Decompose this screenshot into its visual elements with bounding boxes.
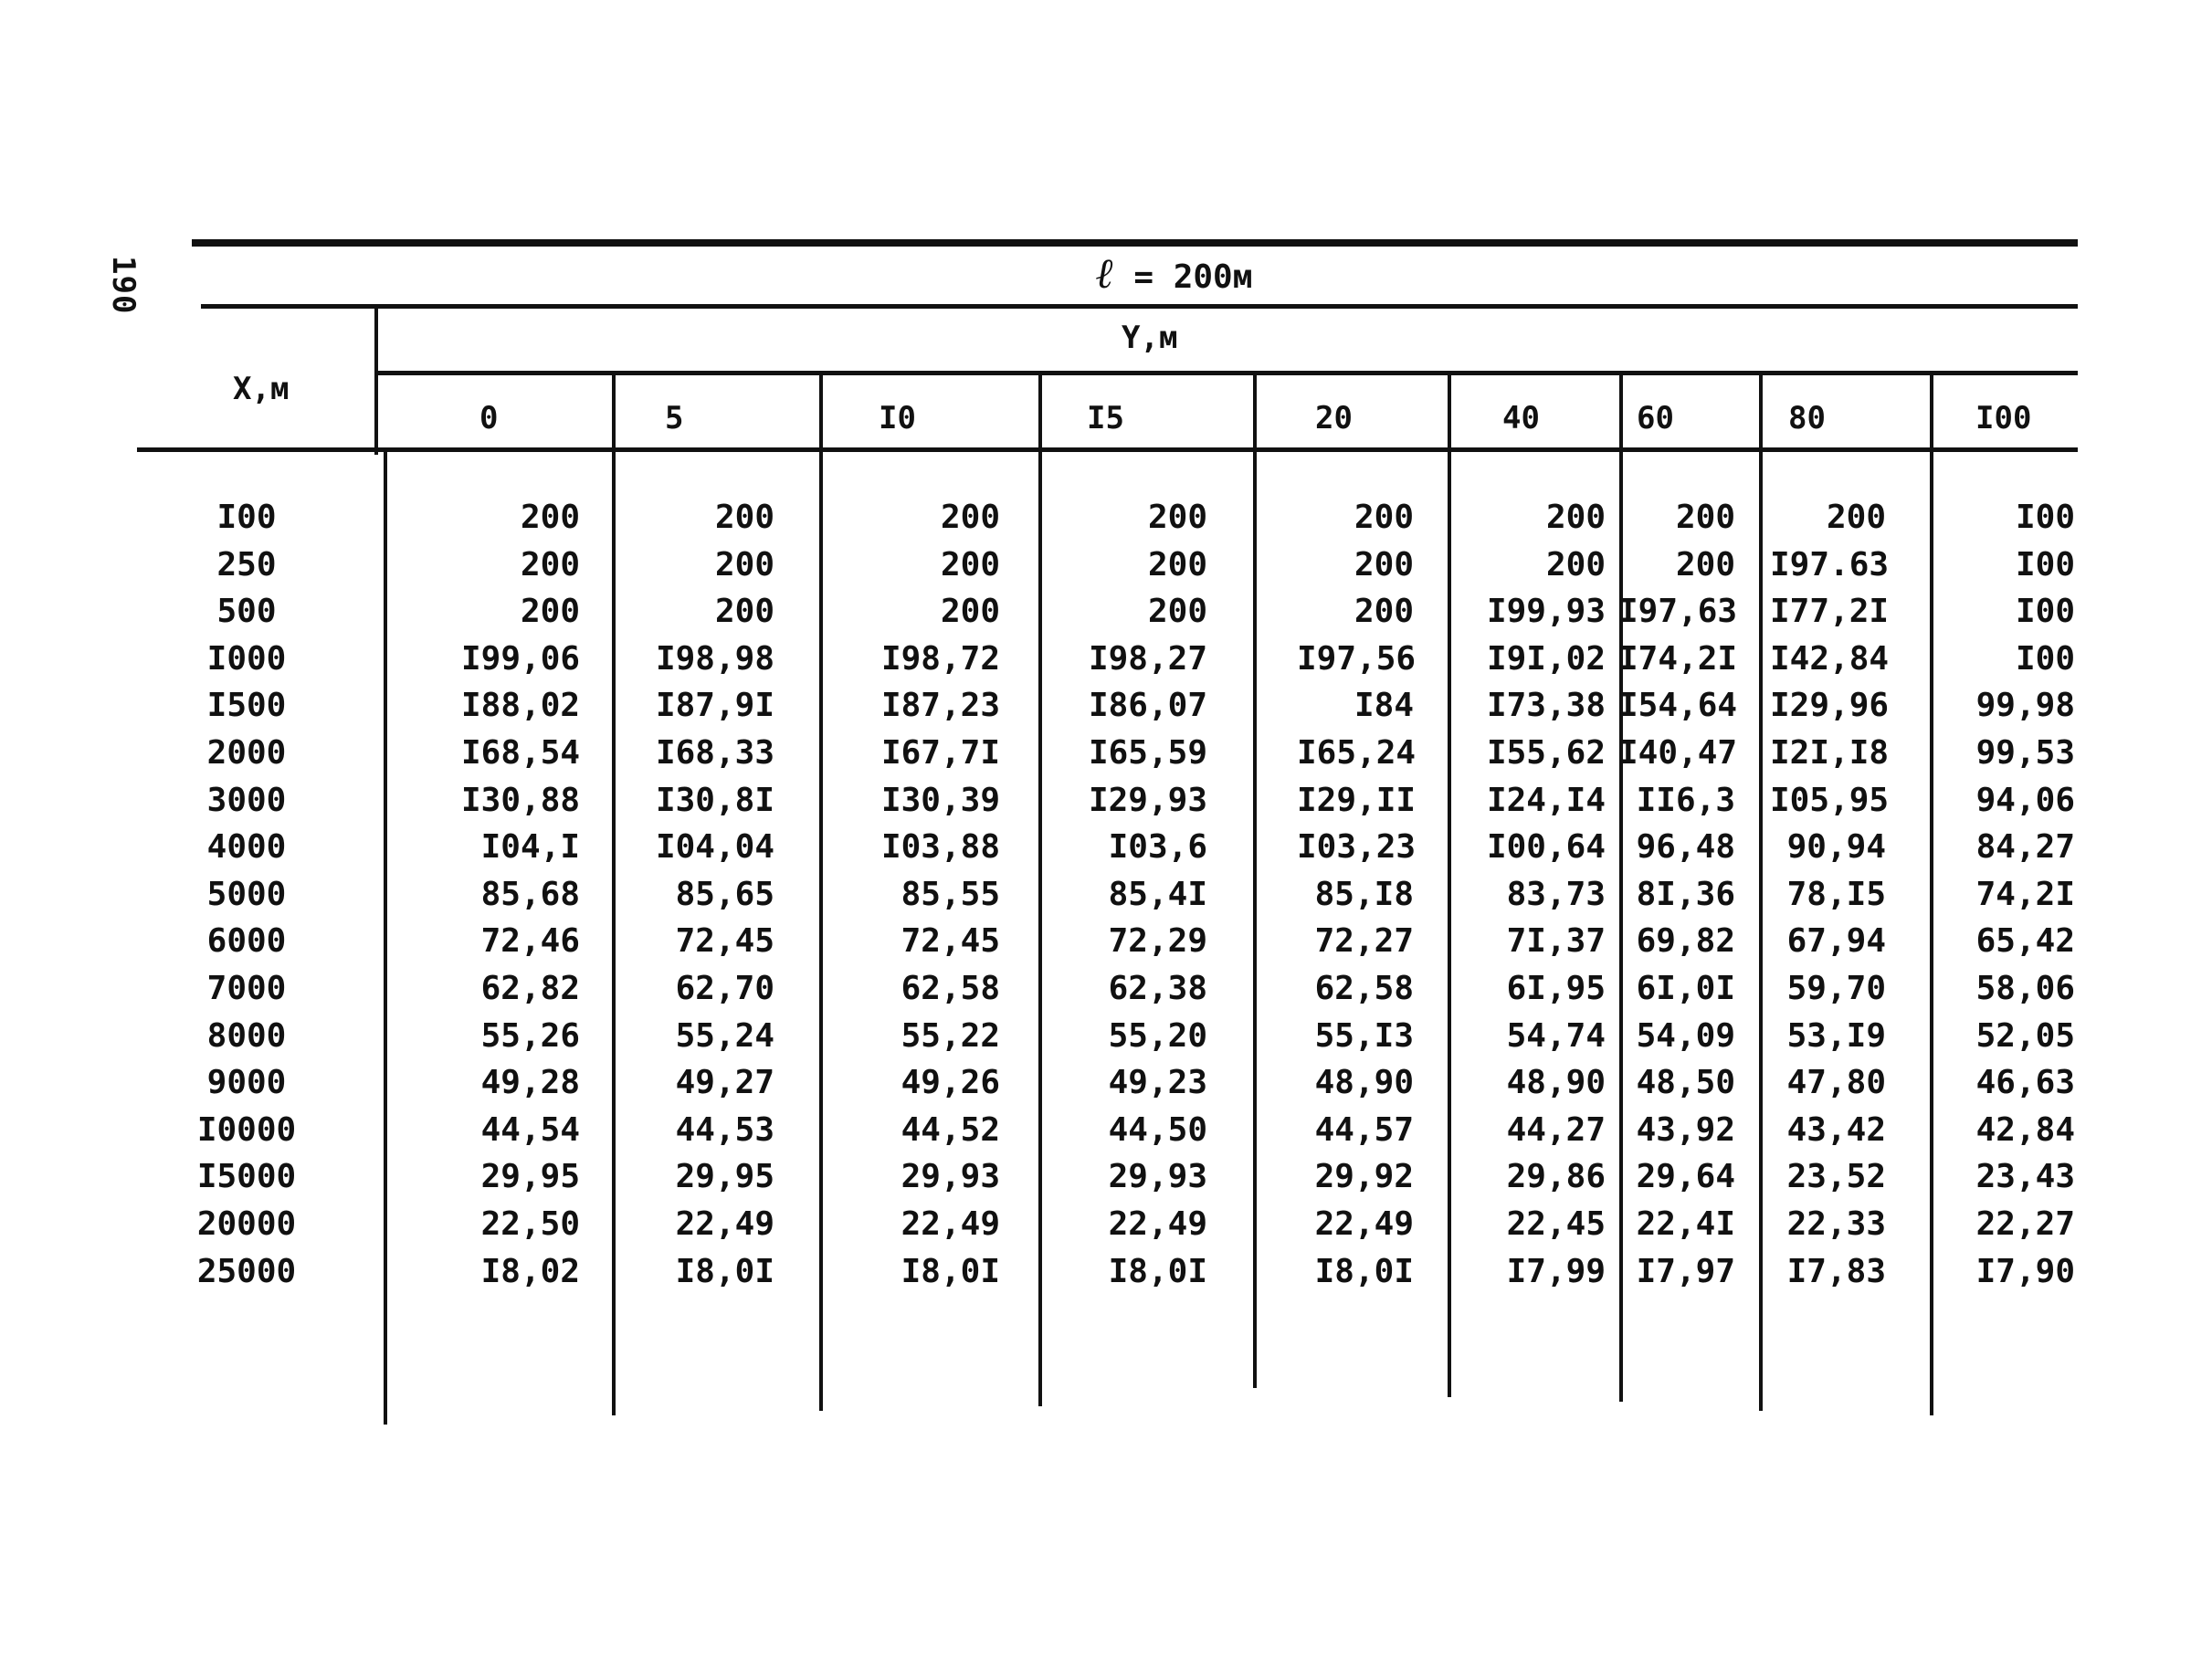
table-cell: 62,58 <box>1314 970 1414 1007</box>
table-cell: I86,07 <box>1088 687 1207 724</box>
table-cell: 49,23 <box>1108 1064 1207 1101</box>
table-cell: II6,3 <box>1636 782 1735 819</box>
column-rule <box>819 374 823 1411</box>
row-label: 8000 <box>206 1017 287 1055</box>
x-header: X,м <box>233 371 290 407</box>
table-cell: 29,93 <box>901 1158 1000 1195</box>
table-cell: 72,29 <box>1108 922 1207 960</box>
table-cell: 200 <box>1826 499 1886 536</box>
table-cell: 44,50 <box>1108 1111 1207 1149</box>
table-cell: I29,II <box>1297 782 1417 819</box>
table-cell: 55,24 <box>675 1017 774 1055</box>
table-cell: 96,48 <box>1636 828 1735 866</box>
table-cell: I97.63 <box>1770 546 1890 584</box>
table-cell: I00 <box>2015 593 2075 630</box>
column-rule <box>1759 374 1763 1411</box>
column-rule <box>1038 374 1042 1406</box>
table-cell: 85,I8 <box>1314 876 1414 913</box>
title-value: = 200м <box>1133 258 1253 296</box>
table-cell: 22,49 <box>1314 1205 1414 1243</box>
table-cell: 23,52 <box>1786 1158 1886 1195</box>
row-label: I0000 <box>196 1111 297 1149</box>
row-label: 500 <box>216 593 277 630</box>
table-cell: I7,90 <box>1975 1253 2075 1290</box>
table-cell: I29,96 <box>1770 687 1890 724</box>
column-header: 0 <box>479 400 499 436</box>
table-cell: 99,98 <box>1975 687 2075 724</box>
column-rule <box>384 447 387 1425</box>
table-cell: I87,9I <box>655 687 774 724</box>
row-label: I000 <box>206 640 287 678</box>
table-cell: I98,27 <box>1088 640 1207 678</box>
table-cell: 22,27 <box>1975 1205 2075 1243</box>
table-cell: 200 <box>1147 499 1207 536</box>
table-cell: 42,84 <box>1975 1111 2075 1149</box>
table-cell: I8,02 <box>480 1253 580 1290</box>
table-cell: I88,02 <box>461 687 581 724</box>
table-cell: 200 <box>1545 499 1606 536</box>
table-cell: 6I,0I <box>1636 970 1735 1007</box>
table-cell: 8I,36 <box>1636 876 1735 913</box>
y-header: Y,м <box>1122 320 1178 356</box>
table-cell: I7,83 <box>1786 1253 1886 1290</box>
table-cell: I24,I4 <box>1486 782 1606 819</box>
table-cell: I68,33 <box>655 734 774 772</box>
page-number: 190 <box>105 256 142 315</box>
row-label: I5000 <box>196 1158 297 1195</box>
table-cell: I67,7I <box>880 734 1000 772</box>
table-cell: 54,74 <box>1506 1017 1606 1055</box>
table-cell: I8,0I <box>1314 1253 1414 1290</box>
table-cell: 29,93 <box>1108 1158 1207 1195</box>
table-cell: I00 <box>2015 546 2075 584</box>
table-cell: 55,26 <box>480 1017 580 1055</box>
table-cell: 200 <box>1354 546 1414 584</box>
table-cell: 200 <box>520 499 580 536</box>
column-header: I00 <box>1975 400 2032 436</box>
table-cell: I30,8I <box>655 782 774 819</box>
table-cell: 62,58 <box>901 970 1000 1007</box>
table-cell: 200 <box>940 593 1000 630</box>
table-cell: 47,80 <box>1786 1064 1886 1101</box>
table-cell: 48,90 <box>1314 1064 1414 1101</box>
table-cell: 200 <box>714 546 774 584</box>
table-cell: 22,49 <box>901 1205 1000 1243</box>
row-label: 5000 <box>206 876 287 913</box>
table-cell: 62,38 <box>1108 970 1207 1007</box>
table-cell: 200 <box>520 593 580 630</box>
column-rule <box>1448 374 1451 1397</box>
table-cell: I2I,I8 <box>1770 734 1890 772</box>
row-label: 2000 <box>206 734 287 772</box>
table-cell: 55,20 <box>1108 1017 1207 1055</box>
column-header: 60 <box>1637 400 1674 436</box>
row-label: 25000 <box>196 1253 297 1290</box>
table-cell: 55,22 <box>901 1017 1000 1055</box>
column-header: 40 <box>1502 400 1540 436</box>
table-cell: I73,38 <box>1486 687 1606 724</box>
table-cell: I87,23 <box>880 687 1000 724</box>
column-rule <box>1253 374 1257 1388</box>
table-cell: I65,59 <box>1088 734 1207 772</box>
table-cell: 72,45 <box>901 922 1000 960</box>
table-cell: I84 <box>1354 687 1414 724</box>
table-cell: 49,27 <box>675 1064 774 1101</box>
table-cell: 44,57 <box>1314 1111 1414 1149</box>
table-cell: 29,95 <box>480 1158 580 1195</box>
table-cell: 23,43 <box>1975 1158 2075 1195</box>
table-cell: 22,49 <box>1108 1205 1207 1243</box>
table-cell: I8,0I <box>901 1253 1000 1290</box>
table-cell: I99,06 <box>461 640 581 678</box>
row-label: 20000 <box>196 1205 297 1243</box>
row-label: 7000 <box>206 970 287 1007</box>
y-header-rule <box>376 371 2078 375</box>
title-rule <box>201 304 2078 309</box>
table-cell: 29,86 <box>1506 1158 1606 1195</box>
table-cell: I55,62 <box>1486 734 1606 772</box>
table-cell: I9I,02 <box>1486 640 1606 678</box>
table-cell: 69,82 <box>1636 922 1735 960</box>
table-cell: I00 <box>2015 640 2075 678</box>
table-cell: 49,28 <box>480 1064 580 1101</box>
row-label: I500 <box>206 687 287 724</box>
table-cell: I40,47 <box>1618 734 1738 772</box>
table-cell: 22,4I <box>1636 1205 1735 1243</box>
table-cell: 90,94 <box>1786 828 1886 866</box>
table-cell: 22,45 <box>1506 1205 1606 1243</box>
table-cell: I99,93 <box>1486 593 1606 630</box>
column-header: 20 <box>1315 400 1353 436</box>
table-cell: 74,2I <box>1975 876 2075 913</box>
table-cell: 84,27 <box>1975 828 2075 866</box>
table-cell: 22,50 <box>480 1205 580 1243</box>
table-cell: I97,56 <box>1297 640 1417 678</box>
table-cell: 200 <box>1147 546 1207 584</box>
table-cell: 65,42 <box>1975 922 2075 960</box>
table-cell: I03,23 <box>1297 828 1417 866</box>
table-cell: I98,98 <box>655 640 774 678</box>
header-bottom-rule <box>137 447 2078 452</box>
table-cell: I04,04 <box>655 828 774 866</box>
table-cell: I8,0I <box>675 1253 774 1290</box>
table-cell: 44,27 <box>1506 1111 1606 1149</box>
table-cell: 200 <box>1545 546 1606 584</box>
table-cell: 72,45 <box>675 922 774 960</box>
table-cell: 200 <box>1675 546 1735 584</box>
row-label: 9000 <box>206 1064 287 1101</box>
table-cell: 29,95 <box>675 1158 774 1195</box>
table-cell: 62,82 <box>480 970 580 1007</box>
table-cell: 48,90 <box>1506 1064 1606 1101</box>
column-header: 5 <box>665 400 684 436</box>
table-cell: 200 <box>940 499 1000 536</box>
table-cell: 54,09 <box>1636 1017 1735 1055</box>
table-cell: I97,63 <box>1618 593 1738 630</box>
table-cell: 67,94 <box>1786 922 1886 960</box>
table-cell: I98,72 <box>880 640 1000 678</box>
column-header: I5 <box>1087 400 1124 436</box>
table-cell: 52,05 <box>1975 1017 2075 1055</box>
table-cell: 48,50 <box>1636 1064 1735 1101</box>
ell-symbol: ℓ <box>1096 248 1114 298</box>
table-cell: 58,06 <box>1975 970 2075 1007</box>
table-cell: I68,54 <box>461 734 581 772</box>
table-cell: 85,55 <box>901 876 1000 913</box>
table-cell: I74,2I <box>1618 640 1738 678</box>
table-cell: 29,92 <box>1314 1158 1414 1195</box>
table-cell: 59,70 <box>1786 970 1886 1007</box>
table-cell: I29,93 <box>1088 782 1207 819</box>
table-cell: 6I,95 <box>1506 970 1606 1007</box>
column-rule <box>1930 374 1933 1415</box>
table-cell: 200 <box>1354 499 1414 536</box>
table-cell: I42,84 <box>1770 640 1890 678</box>
table-cell: 200 <box>1675 499 1735 536</box>
table-cell: 43,92 <box>1636 1111 1735 1149</box>
table-cell: 44,52 <box>901 1111 1000 1149</box>
table-cell: 46,63 <box>1975 1064 2075 1101</box>
row-label: 6000 <box>206 922 287 960</box>
table-cell: 83,73 <box>1506 876 1606 913</box>
table-cell: 200 <box>1147 593 1207 630</box>
table-cell: 44,53 <box>675 1111 774 1149</box>
table-cell: 99,53 <box>1975 734 2075 772</box>
table-cell: I03,88 <box>880 828 1000 866</box>
top-rule <box>192 239 2078 247</box>
table-cell: 94,06 <box>1975 782 2075 819</box>
table-cell: I7,99 <box>1506 1253 1606 1290</box>
table-cell: 200 <box>520 546 580 584</box>
table-cell: I05,95 <box>1770 782 1890 819</box>
table-cell: I30,39 <box>880 782 1000 819</box>
table-cell: I00 <box>2015 499 2075 536</box>
table-cell: 78,I5 <box>1786 876 1886 913</box>
column-rule-stub <box>374 309 378 455</box>
table-cell: I00,64 <box>1486 828 1606 866</box>
row-label: I00 <box>216 499 277 536</box>
table-cell: I54,64 <box>1618 687 1738 724</box>
table-cell: 85,4I <box>1108 876 1207 913</box>
row-label: 250 <box>216 546 277 584</box>
table-cell: 200 <box>714 593 774 630</box>
table-title <box>1096 248 1252 298</box>
column-header: 80 <box>1788 400 1826 436</box>
table-cell: I7,97 <box>1636 1253 1735 1290</box>
table-cell: I04,I <box>480 828 580 866</box>
table-cell: I77,2I <box>1770 593 1890 630</box>
table-cell: 55,I3 <box>1314 1017 1414 1055</box>
table-cell: 200 <box>714 499 774 536</box>
table-cell: 200 <box>1354 593 1414 630</box>
table-cell: 7I,37 <box>1506 922 1606 960</box>
table-cell: 72,27 <box>1314 922 1414 960</box>
table-cell: 200 <box>940 546 1000 584</box>
table-cell: 72,46 <box>480 922 580 960</box>
table-cell: 62,70 <box>675 970 774 1007</box>
table-cell: 44,54 <box>480 1111 580 1149</box>
table-cell: 53,I9 <box>1786 1017 1886 1055</box>
row-label: 3000 <box>206 782 287 819</box>
table-cell: I65,24 <box>1297 734 1417 772</box>
table-cell: 22,33 <box>1786 1205 1886 1243</box>
column-rule <box>612 374 616 1415</box>
table-cell: 22,49 <box>675 1205 774 1243</box>
column-header: I0 <box>879 400 916 436</box>
table-cell: I30,88 <box>461 782 581 819</box>
table-cell: 49,26 <box>901 1064 1000 1101</box>
table-cell: 43,42 <box>1786 1111 1886 1149</box>
table-cell: I03,6 <box>1108 828 1207 866</box>
row-label: 4000 <box>206 828 287 866</box>
table-cell: I8,0I <box>1108 1253 1207 1290</box>
table-cell: 29,64 <box>1636 1158 1735 1195</box>
table-cell: 85,68 <box>480 876 580 913</box>
table-cell: 85,65 <box>675 876 774 913</box>
